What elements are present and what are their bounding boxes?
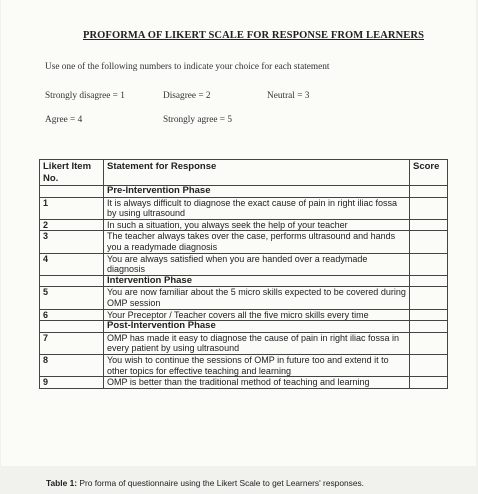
scale-neutral: Neutral = 3 bbox=[267, 91, 310, 101]
item-number: 2 bbox=[40, 219, 104, 231]
table-row bbox=[40, 354, 448, 376]
item-statement: Your Preceptor / Teacher covers all the five micro skills every time bbox=[104, 309, 410, 321]
phase-row-pre bbox=[40, 186, 448, 198]
header-row bbox=[40, 160, 448, 186]
score-cell[interactable] bbox=[410, 287, 448, 309]
item-number: 6 bbox=[40, 309, 104, 321]
score-cell[interactable] bbox=[410, 231, 448, 253]
item-statement: It is always difficult to diagnose the exact cause of pain in right iliac fossa by using ultrasound bbox=[104, 197, 410, 219]
caption-label: Table 1: bbox=[46, 478, 78, 488]
item-statement: In such a situation, you always seek the help of your teacher bbox=[104, 219, 410, 231]
header-score: Score bbox=[410, 160, 448, 186]
score-cell[interactable] bbox=[410, 377, 448, 389]
item-statement: You wish to continue the sessions of OMP in future too and extend it to other topics for effective teaching and learning bbox=[104, 354, 410, 376]
header-item-no: Likert Item No. bbox=[40, 160, 104, 186]
item-number: 1 bbox=[40, 197, 104, 219]
score-cell[interactable] bbox=[410, 253, 448, 275]
header-statement: Statement for Response bbox=[104, 160, 410, 186]
item-number: 3 bbox=[40, 231, 104, 253]
instruction-text: Use one of the following numbers to indicate your choice for each statement bbox=[45, 62, 330, 72]
table-row bbox=[40, 377, 448, 389]
caption-text: Pro forma of questionnaire using the Likert Scale to get Learners' responses. bbox=[77, 478, 365, 488]
table-row bbox=[40, 332, 448, 354]
scale-strongly-agree: Strongly agree = 5 bbox=[163, 115, 233, 125]
table-row bbox=[40, 253, 448, 275]
scale-strongly-disagree: Strongly disagree = 1 bbox=[45, 91, 125, 101]
item-number: 5 bbox=[40, 287, 104, 309]
item-number: 7 bbox=[40, 332, 104, 354]
table-row bbox=[40, 219, 448, 231]
score-cell[interactable] bbox=[410, 332, 448, 354]
table-row bbox=[40, 197, 448, 219]
item-number: 9 bbox=[40, 377, 104, 389]
item-number: 4 bbox=[40, 253, 104, 275]
phase-row-intervention bbox=[40, 275, 448, 287]
item-statement: The teacher always takes over the case, performs ultrasound and hands you a readymade diagnosis bbox=[104, 231, 410, 253]
likert-table bbox=[39, 159, 448, 389]
page-title: PROFORMA OF LIKERT SCALE FOR RESPONSE FROM LEARNERS bbox=[82, 30, 425, 41]
item-statement: You are now familiar about the 5 micro skills expected to be covered during OMP session bbox=[104, 287, 410, 309]
score-cell[interactable] bbox=[410, 197, 448, 219]
item-statement: You are always satisfied when you are handed over a readymade diagnosis bbox=[104, 253, 410, 275]
score-cell[interactable] bbox=[410, 354, 448, 376]
scale-disagree: Disagree = 2 bbox=[163, 91, 211, 101]
item-number: 8 bbox=[40, 354, 104, 376]
scanned-page bbox=[1, 0, 476, 466]
phase-label: Pre-Intervention Phase bbox=[104, 186, 410, 198]
scale-agree: Agree = 4 bbox=[45, 115, 83, 125]
item-statement: OMP is better than the traditional method of teaching and learning bbox=[104, 377, 410, 389]
phase-label: Post-Intervention Phase bbox=[104, 321, 410, 333]
item-statement: OMP has made it easy to diagnose the cause of pain in right iliac fossa in every patient by using ultrasound bbox=[104, 332, 410, 354]
table-row bbox=[40, 231, 448, 253]
table-row bbox=[40, 287, 448, 309]
phase-label: Intervention Phase bbox=[104, 275, 410, 287]
table-caption bbox=[46, 478, 364, 488]
score-cell[interactable] bbox=[410, 309, 448, 321]
phase-row-post bbox=[40, 321, 448, 333]
score-cell[interactable] bbox=[410, 219, 448, 231]
table-row bbox=[40, 309, 448, 321]
